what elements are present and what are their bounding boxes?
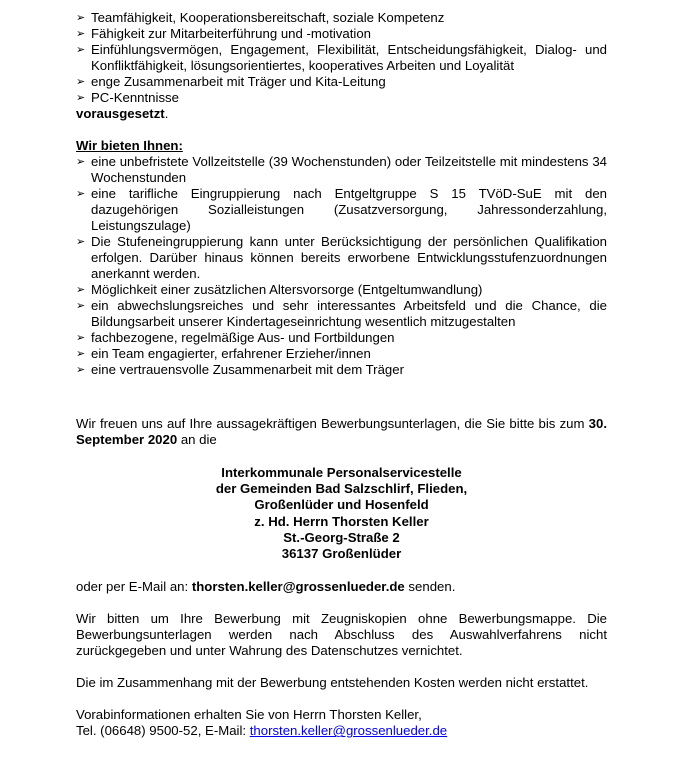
contact-info: Vorabinformationen erhalten Sie von Herrn Thorsten Keller, Tel. (06648) 9500-52, E-Mail: thorsten.keller@grossenlueder.de bbox=[76, 707, 448, 739]
email-line: oder per E-Mail an: thorsten.keller@grossenlueder.de senden. bbox=[76, 579, 456, 595]
arrow-bullet-icon: ➢ bbox=[76, 156, 86, 168]
documents-note: Wir bitten um Ihre Bewerbung mit Zeugniskopien ohne Bewerbungsmappe. Die Bewerbungsunterlagen werden nach Abschluss des Auswahlverfahrens nicht zurückgegeben und unter Wahrung des Datenschutzes vernichtet. bbox=[76, 611, 607, 659]
arrow-bullet-icon: ➢ bbox=[76, 188, 86, 200]
arrow-bullet-icon: ➢ bbox=[76, 348, 86, 360]
list-item: ➢ eine tarifliche Eingruppierung nach Entgeltgruppe S 15 TVöD-SuE mit den dazugehörigen Sozialleistungen (Zusatzversorgung, Jahressonderzahlung, Leistungszulage) bbox=[76, 186, 607, 233]
costs-note: Die im Zusammenhang mit der Bewerbung entstehenden Kosten werden nicht erstattet. bbox=[76, 675, 589, 691]
arrow-bullet-icon: ➢ bbox=[76, 44, 86, 56]
application-deadline: 30. September 2020 bbox=[76, 416, 607, 447]
list-item: ➢ Möglichkeit einer zusätzlichen Altersvorsorge (Entgeltumwandlung) bbox=[76, 282, 483, 297]
address-line: St.-Georg-Straße 2 bbox=[283, 529, 400, 545]
arrow-bullet-icon: ➢ bbox=[76, 28, 86, 40]
postal-address bbox=[76, 465, 607, 562]
requirements-list bbox=[76, 10, 607, 106]
requirements-closing: vorausgesetzt. bbox=[76, 106, 169, 121]
address-line: Interkommunale Personalservicestelle bbox=[221, 465, 462, 480]
address-line: 36137 Großenlüder bbox=[281, 546, 402, 562]
address-line: z. Hd. Herrn Thorsten Keller bbox=[254, 513, 429, 529]
offer-heading: Wir bieten Ihnen: bbox=[76, 138, 183, 153]
offers-list bbox=[76, 154, 607, 378]
contact-email-link[interactable]: thorsten.keller@grossenlueder.de bbox=[249, 723, 448, 739]
arrow-bullet-icon: ➢ bbox=[76, 12, 86, 24]
arrow-bullet-icon: ➢ bbox=[76, 92, 86, 104]
list-item: ➢ PC-Kenntnisse bbox=[76, 90, 179, 105]
list-item: ➢ fachbezogene, regelmäßige Aus- und Fortbildungen bbox=[76, 330, 395, 345]
list-item: ➢ Fähigkeit zur Mitarbeiterführung und -motivation bbox=[76, 26, 372, 41]
list-item: ➢ eine unbefristete Vollzeitstelle (39 Wochenstunden) oder Teilzeitstelle mit mindestens 34 Wochenstunden bbox=[76, 154, 607, 185]
list-item: ➢ Teamfähigkeit, Kooperationsbereitschaft, soziale Kompetenz bbox=[76, 10, 445, 25]
arrow-bullet-icon: ➢ bbox=[76, 364, 86, 376]
arrow-bullet-icon: ➢ bbox=[76, 76, 86, 88]
list-item: ➢ eine vertrauensvolle Zusammenarbeit mit dem Träger bbox=[76, 362, 404, 377]
list-item: ➢ ein Team engagierter, erfahrener Erzieher/innen bbox=[76, 346, 371, 361]
address-line: Großenlüder und Hosenfeld bbox=[254, 497, 429, 513]
address-line: der Gemeinden Bad Salzschlirf, Flieden, bbox=[215, 481, 468, 497]
arrow-bullet-icon: ➢ bbox=[76, 300, 86, 312]
application-email: thorsten.keller@grossenlueder.de bbox=[191, 579, 405, 595]
list-item: ➢ enge Zusammenarbeit mit Träger und Kita-Leitung bbox=[76, 74, 386, 89]
application-intro: Wir freuen uns auf Ihre aussagekräftigen Bewerbungsunterlagen, die Sie bitte bis zum 30. September 2020 an die bbox=[76, 416, 607, 447]
list-item: ➢ Einfühlungsvermögen, Engagement, Flexibilität, Entscheidungsfähigkeit, Dialog- und Konfliktfähigkeit, lösungsorientiertes, kooperatives Arbeiten und Loyalität bbox=[76, 42, 607, 73]
arrow-bullet-icon: ➢ bbox=[76, 284, 86, 296]
list-item: ➢ ein abwechslungsreiches und sehr interessantes Arbeitsfeld und die Chance, die Bildungsarbeit unserer Kindertageseinrichtung wesentlich mitzugestalten bbox=[76, 298, 607, 329]
job-posting-page bbox=[76, 10, 607, 739]
arrow-bullet-icon: ➢ bbox=[76, 236, 86, 248]
list-item: ➢ Die Stufeneingruppierung kann unter Berücksichtigung der persönlichen Qualifikation erfolgen. Darüber hinaus können bereits erworbene Entwicklungsstufenzuordnungen anerkannt werden. bbox=[76, 234, 607, 281]
arrow-bullet-icon: ➢ bbox=[76, 332, 86, 344]
